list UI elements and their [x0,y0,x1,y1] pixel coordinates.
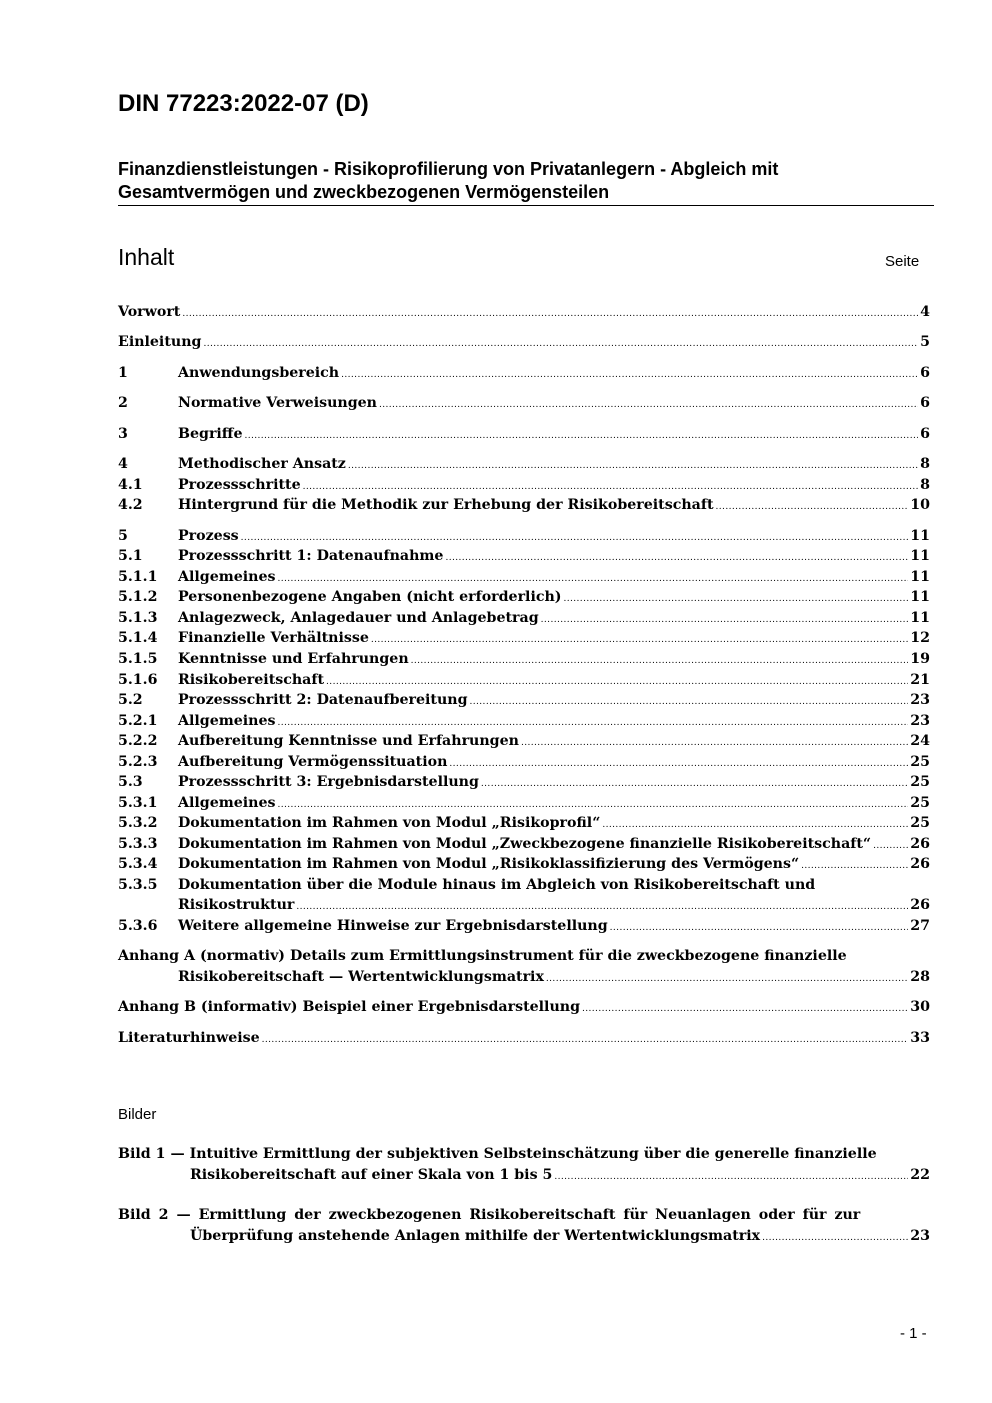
toc-entry-title: Allgemeines [178,713,276,729]
toc-entry[interactable] [118,567,930,587]
toc-entry[interactable] [118,546,930,566]
toc-entry-number: 5.2.2 [118,733,158,749]
toc-entry-title: Normative Verweisungen [178,395,377,411]
toc-entry-page: 12 [910,630,930,646]
subtitle-line-2: Gesamtvermögen und zweckbezogenen Vermögensteilen [118,182,610,202]
toc-entry-number: 5.1 [118,548,143,564]
toc-entry-title: Anhang B (informativ) Beispiel einer Ergebnisdarstellung [118,999,581,1015]
toc-entry-title: Finanzielle Verhältnisse [178,630,369,646]
toc-entry-page: 11 [910,589,930,605]
toc-leader [610,918,909,938]
toc-entry-number: 5.1.3 [118,610,158,626]
toc-entry[interactable] [118,1028,930,1048]
toc-entry-title: Allgemeines [178,569,276,585]
toc-entry[interactable] [118,454,930,474]
toc-entry-title: Einleitung [118,334,202,350]
toc-entry[interactable] [118,495,930,515]
toc-leader [582,999,908,1019]
toc-entry-page: 33 [910,1030,930,1046]
toc-entry-page: 8 [920,477,930,493]
toc-leader [541,610,909,630]
toc-entry-page: 21 [910,672,930,688]
toc-leader [379,395,918,415]
toc-leader [262,1030,909,1050]
toc-entry-title: Aufbereitung Vermögenssituation [178,754,448,770]
toc-entry-page: 11 [910,569,930,585]
toc-entry-number: 5.1.1 [118,569,158,585]
toc-leader [241,528,909,548]
toc-entry[interactable] [118,649,930,669]
toc-entry-page: 26 [910,897,930,913]
toc-entry-number: 1 [118,365,128,381]
toc-entry[interactable] [118,690,930,710]
toc-leader [801,856,908,876]
document-title: DIN 77223:2022-07 (D) [118,90,369,117]
toc-entry-title: Dokumentation im Rahmen von Modul „Risikoprofil“ [178,815,601,831]
toc-leader [716,497,909,517]
figure-entry-page: 23 [910,1228,930,1244]
figure-entry-first-line[interactable] [118,1205,930,1225]
figure-entry-page: 22 [910,1167,930,1183]
toc-entry-page: 25 [910,774,930,790]
toc-entry-number: 5.1.5 [118,651,158,667]
toc-entry[interactable] [118,854,930,874]
figure-entry-title-continued: Überprüfung anstehende Anlagen mithilfe der Wertentwicklungsmatrix [190,1228,761,1244]
toc-entry[interactable] [118,526,930,546]
toc-leader [371,630,908,650]
toc-entry-page: 11 [910,528,930,544]
toc-entry-title: Prozessschritte [178,477,301,493]
toc-entry-title: Allgemeines [178,795,276,811]
toc-entry-number: 5.3.6 [118,918,158,934]
toc-entry-title: Anwendungsbereich [178,365,340,381]
toc-entry-page: 27 [910,918,930,934]
toc-entry-number: 5.2 [118,692,143,708]
toc-entry-title: Dokumentation im Rahmen von Modul „Zweckbezogene finanzielle Risikobereitschaft“ [178,836,872,852]
page-column-label: Seite [885,253,920,270]
toc-entry-title: Dokumentation im Rahmen von Modul „Risikoklassifizierung des Vermögens“ [178,856,800,872]
toc-entry-title: Prozessschritt 2: Datenaufbereitung [178,692,468,708]
toc-entry-number: 5.3.2 [118,815,158,831]
toc-entry-number: 5.1.6 [118,672,158,688]
toc-leader [873,836,908,856]
figures-heading: Bilder [118,1106,157,1123]
toc-entry-title: Personenbezogene Angaben (nicht erforderlich) [178,589,562,605]
toc-entry-title: Risikobereitschaft [178,672,325,688]
toc-leader [278,795,909,815]
toc-entry-number: 4 [118,456,128,472]
toc-entry[interactable] [118,731,930,751]
contents-heading: Inhalt [118,244,175,270]
toc-entry[interactable] [118,332,930,352]
toc-leader [602,815,908,835]
toc-leader [244,426,918,446]
toc-entry-page: 26 [910,856,930,872]
toc-leader [348,456,918,476]
toc-entry-title: Literaturhinweise [118,1030,260,1046]
figure-entry-title: Bild 2 — Ermittlung der zweckbezogenen Risikobereitschaft für Neuanlagen oder für zur [118,1207,861,1223]
toc-entry-page: 23 [910,692,930,708]
toc-entry[interactable] [118,711,930,731]
toc-entry-title: Kenntnisse und Erfahrungen [178,651,409,667]
toc-leader [296,897,908,917]
toc-entry-page: 5 [920,334,930,350]
toc-entry-page: 6 [920,365,930,381]
toc-entry-number: 5.2.1 [118,713,158,729]
figure-entry-title-continued: Risikobereitschaft auf einer Skala von 1 bis 5 [190,1167,553,1183]
toc-entry-title: Anlagezweck, Anlagedauer und Anlagebetrag [178,610,539,626]
toc-leader [481,774,908,794]
toc-entry[interactable] [118,895,930,915]
toc-leader [182,304,918,324]
toc-entry-number: 4.1 [118,477,143,493]
toc-entry-first-line[interactable] [118,875,930,895]
toc-entry[interactable] [118,752,930,772]
toc-entry-title: Prozess [178,528,239,544]
toc-leader [326,672,908,692]
subtitle-line-1: Finanzdienstleistungen - Risikoprofilierung von Privatanlegern - Abgleich mit [118,159,779,179]
toc-entry-number: 5.1.2 [118,589,158,605]
toc-entry-page: 30 [910,999,930,1015]
toc-entry[interactable] [118,475,930,495]
toc-entry-title: Weitere allgemeine Hinweise zur Ergebnisdarstellung [178,918,608,934]
toc-entry-number: 5.1.4 [118,630,158,646]
toc-entry-page: 26 [910,836,930,852]
toc-entry-first-line[interactable] [118,946,930,966]
toc-leader [341,365,918,385]
figure-entry[interactable] [118,1165,930,1185]
toc-entry-number: 3 [118,426,128,442]
figure-entry[interactable] [118,1226,930,1246]
toc-entry[interactable] [118,772,930,792]
toc-entry-title: Begriffe [178,426,243,442]
toc-entry[interactable] [118,424,930,444]
toc-entry-page: 25 [910,754,930,770]
toc-entry-page: 11 [910,548,930,564]
toc-leader [449,754,908,774]
toc-entry-title: Aufbereitung Kenntnisse und Erfahrungen [178,733,519,749]
toc-leader [554,1167,908,1187]
toc-entry-page: 23 [910,713,930,729]
toc-entry[interactable] [118,967,930,987]
toc-entry-title: Dokumentation über die Module hinaus im Abgleich von Risikobereitschaft und [178,877,816,893]
toc-leader [203,334,918,354]
toc-entry[interactable] [118,363,930,383]
toc-entry-title-continued: Risikobereitschaft — Wertentwicklungsmatrix [178,969,544,985]
toc-entry[interactable] [118,834,930,854]
toc-entry-page: 24 [910,733,930,749]
toc-leader [278,569,909,589]
toc-entry-number: 5.3 [118,774,143,790]
toc-entry[interactable] [118,793,930,813]
toc-entry-title-continued: Risikostruktur [178,897,295,913]
toc-entry[interactable] [118,813,930,833]
toc-leader [521,733,908,753]
figure-entry-first-line[interactable] [118,1144,930,1164]
toc-entry[interactable] [118,670,930,690]
toc-entry[interactable] [118,393,930,413]
toc-entry-page: 6 [920,395,930,411]
toc-leader [762,1228,908,1248]
toc-entry[interactable] [118,587,930,607]
toc-entry-number: 5.3.1 [118,795,158,811]
toc-entry-page: 28 [910,969,930,985]
toc-entry-page: 25 [910,815,930,831]
toc-entry-page: 11 [910,610,930,626]
toc-leader [470,692,909,712]
page-number: - 1 - [900,1325,927,1342]
toc-leader [546,969,908,989]
toc-leader [411,651,909,671]
toc-entry-number: 5.3.3 [118,836,158,852]
toc-entry[interactable] [118,628,930,648]
toc-entry-title: Anhang A (normativ) Details zum Ermittlungsinstrument für die zweckbezogene finanzielle [118,948,847,964]
toc-entry-number: 2 [118,395,128,411]
toc-entry-page: 19 [910,651,930,667]
toc-entry-number: 5.3.4 [118,856,158,872]
toc-entry-title: Vorwort [118,304,181,320]
toc-entry-title: Prozessschritt 1: Datenaufnahme [178,548,444,564]
toc-entry-title: Hintergrund für die Methodik zur Erhebung der Risikobereitschaft [178,497,714,513]
toc-entry-page: 10 [910,497,930,513]
toc-entry-number: 5.2.3 [118,754,158,770]
toc-leader [278,713,909,733]
toc-leader [564,589,909,609]
toc-entry-page: 8 [920,456,930,472]
toc-entry-number: 5.3.5 [118,877,158,893]
toc-entry-page: 4 [920,304,930,320]
toc-entry-number: 4.2 [118,497,143,513]
toc-entry-page: 6 [920,426,930,442]
figure-entry-title: Bild 1 — Intuitive Ermittlung der subjektiven Selbsteinschätzung über die generelle finanzielle [118,1146,877,1162]
toc-entry[interactable] [118,916,930,936]
toc-entry-number: 5 [118,528,128,544]
toc-entry[interactable] [118,608,930,628]
toc-leader [303,477,919,497]
toc-entry[interactable] [118,302,930,322]
document-subtitle [118,158,934,206]
toc-entry-title: Methodischer Ansatz [178,456,346,472]
toc-entry-title: Prozessschritt 3: Ergebnisdarstellung [178,774,479,790]
toc-leader [445,548,908,568]
toc-entry[interactable] [118,997,930,1017]
toc-entry-page: 25 [910,795,930,811]
